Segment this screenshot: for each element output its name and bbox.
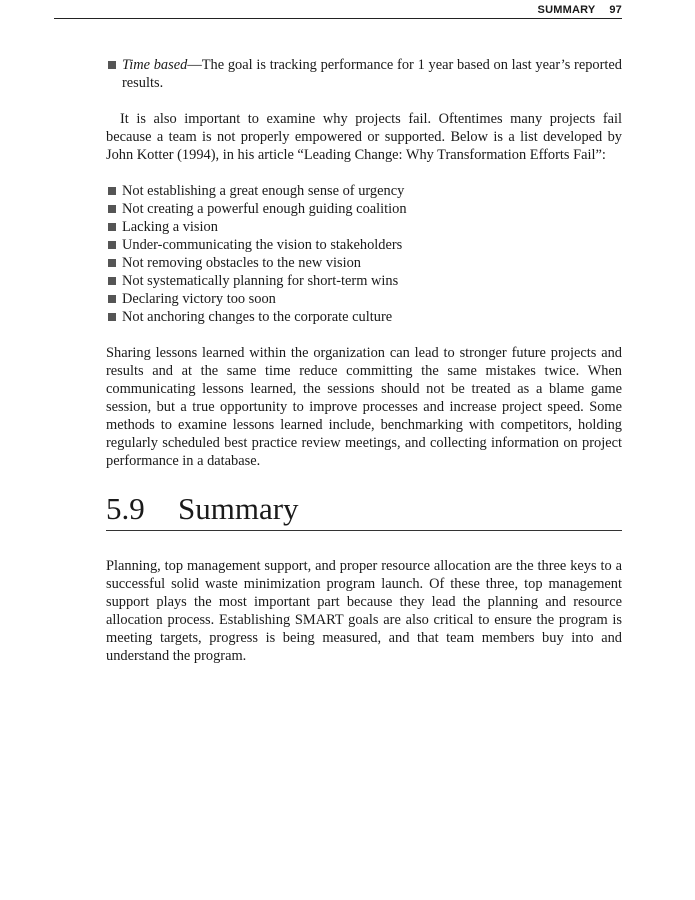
section-title: Summary: [178, 491, 299, 526]
intro-paragraph: It is also important to examine why projects fail. Oftentimes many projects fail because a team is not properly empowered or supported. Below is a list developed by John Kotter (1994), in his article “Leading Change: Why Transformation Efforts Fail”:: [106, 111, 622, 163]
time-based-text: —The goal is tracking performance for 1 year based on last year’s reported results.: [122, 57, 622, 91]
list-item: Not anchoring changes to the corporate culture: [106, 308, 622, 326]
list-item: Lacking a vision: [106, 218, 622, 236]
time-based-bullet: [106, 56, 622, 92]
list-item: Not creating a powerful enough guiding coalition: [106, 200, 622, 218]
lessons-paragraph: Sharing lessons learned within the organization can lead to stronger future projects and results and at the same time reduce committing the same mistakes twice. When communicating lessons learned, the sessions should not be treated as a blame game session, but a true opportunity to improve processes and increase project speed. Some methods to examine lessons learned include, benchmarking with competitors, holding regularly scheduled best practice review meetings, and collecting information on project performance in a database.: [106, 345, 622, 469]
section-heading: [106, 490, 622, 531]
summary-paragraph: Planning, top management support, and proper resource allocation are the three keys to a successful solid waste minimization program launch. Of these three, top management support plays the most important part because they lead the planning and resource allocation process. Establishing SMART goals are also critical to ensure the program is meeting targets, progress is being measured, and that team members buy into and understand the program.: [106, 557, 622, 664]
running-header-section: SUMMARY: [537, 4, 596, 16]
list-item: Not removing obstacles to the new vision: [106, 254, 622, 272]
list-item: Under-communicating the vision to stakeholders: [106, 236, 622, 254]
page-number: 97: [609, 4, 622, 16]
page-body: [106, 56, 622, 665]
running-header: [54, 4, 622, 19]
failure-reasons-list: [106, 182, 622, 326]
section-number: 5.9: [106, 491, 145, 526]
time-based-term: Time based: [122, 57, 188, 73]
list-item: Not establishing a great enough sense of urgency: [106, 182, 622, 200]
list-item: Declaring victory too soon: [106, 290, 622, 308]
list-item: Not systematically planning for short-term wins: [106, 272, 622, 290]
